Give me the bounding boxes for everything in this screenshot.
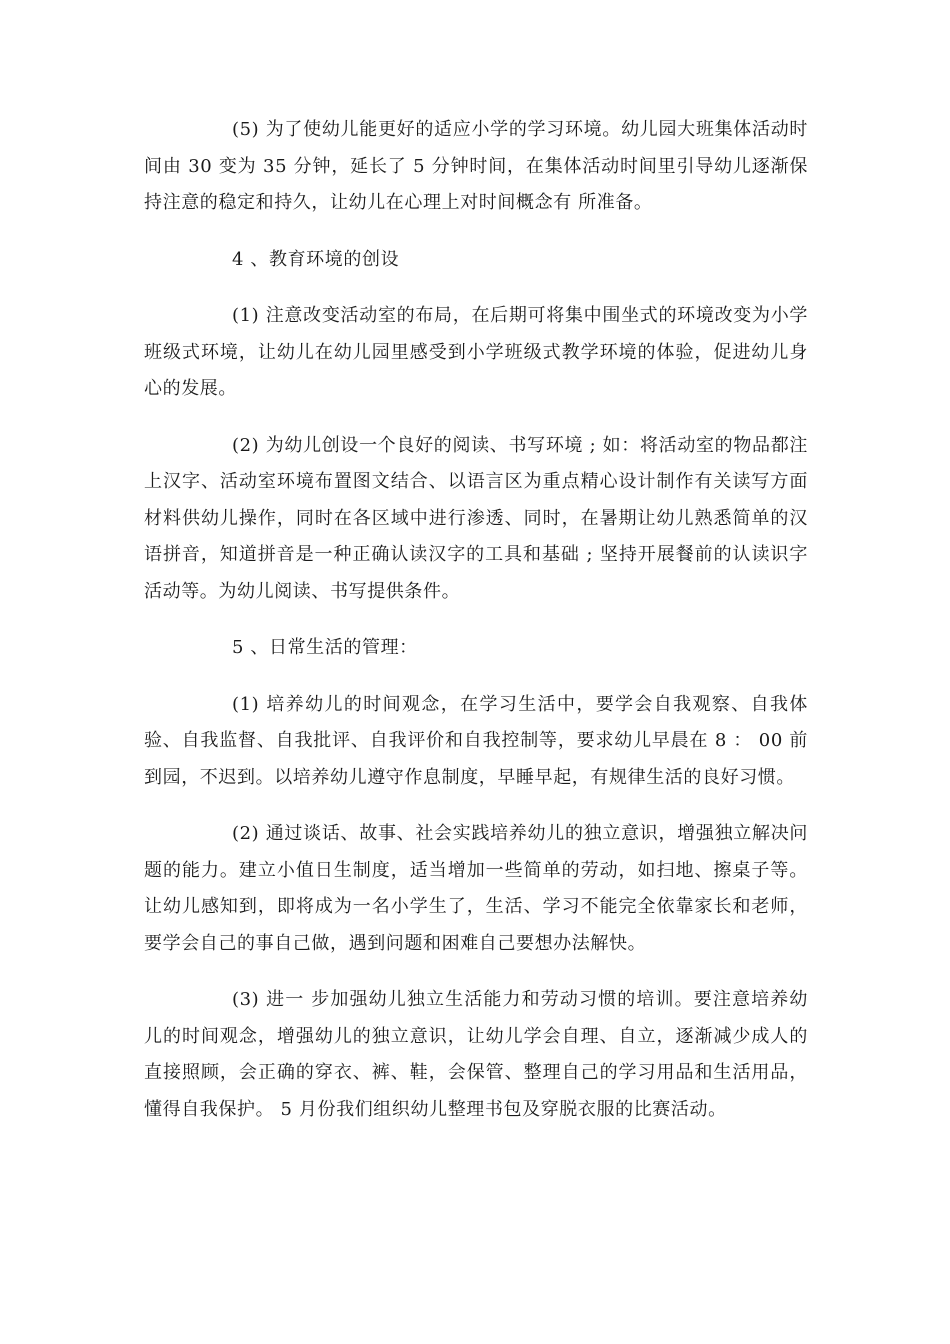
paragraph-1-room-layout: (1) 注意改变活动室的布局，在后期可将集中围坐式的环境改变为小学班级式环境，让幼儿在幼儿园里感受到小学班级式教学环境的体验，促进幼儿身心的发展。 [144,305,808,399]
paragraph-3-self-care: (3) 进一 步加强幼儿独立生活能力和劳动习惯的培训。要注意培养幼儿的时间观念，增强幼儿的独立意识，让幼儿学会自理、自立，逐渐减少成人的直接照顾，会正确的穿衣、裤、鞋，会保管、整理自己的学习用品和生活用品，懂得自我保护。 5 月份我们组织幼儿整理书包及穿脱衣服的比赛活动。 [144,989,808,1120]
paragraph-2-independence: (2) 通过谈话、故事、社会实践培养幼儿的独立意识，增强独立解决问题的能力。建立小值日生制度，适当增加一些简单的劳动，如扫地、擦桌子等。让幼儿感知到，即将成为一名小学生了，生活、学习不能完全依靠家长和老师，要学会自己的事自己做，遇到问题和困难自己要想办法解快。 [144,823,808,954]
paragraph-1-time-concept: (1) 培养幼儿的时间观念，在学习生活中，要学会自我观察、自我体验、自我监督、自我批评、自我评价和自我控制等，要求幼儿早晨在 8 ： 00 前到园，不迟到。以培养幼儿遵守作息制度，早睡早起，有规律生活的良好习惯。 [144,693,808,788]
section-heading-5-daily-life: 5 、日常生活的管理： [232,637,418,658]
section-heading-4-environment: 4 、教育环境的创设 [232,248,400,270]
paragraph-2-reading-writing: (2) 为幼儿创设一个良好的阅读、书写环境 ; 如：将活动室的物品都注上汉字、活动室环境布置图文结合、以语言区为重点精心设计制作有关读写方面材料供幼儿操作，同时在各区域中进行渗透、同时，在暑期让幼儿熟悉简单的汉语拼音，知道拼音是一种正确认读汉字的工具和基础 ; 坚持开展餐前的认读识字活动等。为幼儿阅读、书写提供条件。 [144,434,808,602]
paragraph-5-class-duration: (5) 为了使幼儿能更好的适应小学的学习环境。幼儿园大班集体活动时间由 30 变为 35 分钟，延长了 5 分钟时间，在集体活动时间里引导幼儿逐渐保持注意的稳定和持久，让幼儿在心理上对时间概念有 所准备。 [144,119,808,213]
document-body [144,112,808,1148]
